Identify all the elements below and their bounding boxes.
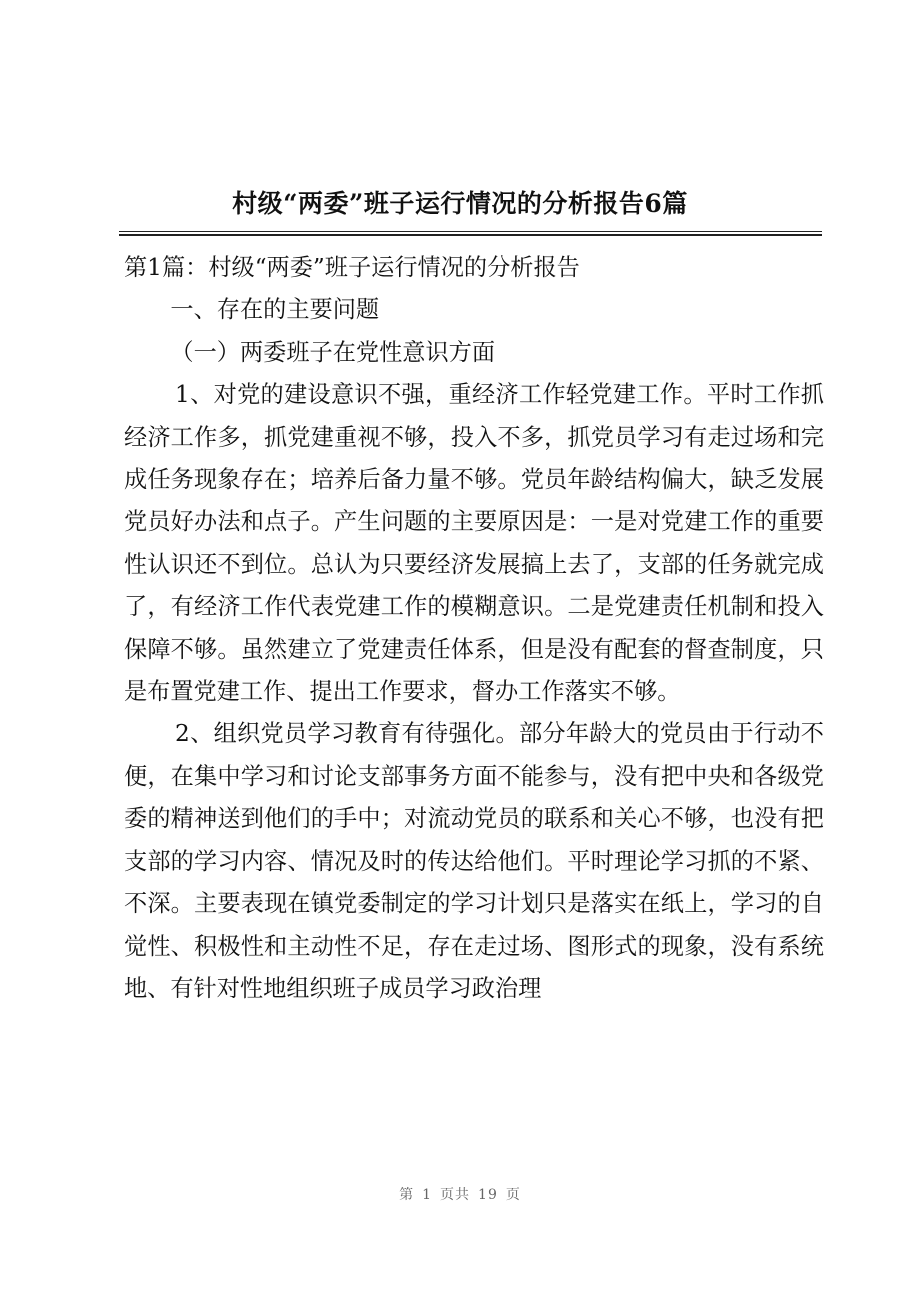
page-footer — [0, 1184, 920, 1204]
document-title: 村级“两委”班子运行情况的分析报告6篇 — [232, 189, 688, 218]
section-heading: 一、存在的主要问题 — [170, 296, 380, 324]
footer-middle: 页共 — [440, 1187, 471, 1203]
paragraph-1: 1、对党的建设意识不强，重经济工作轻党建工作。平时工作抓经济工作多，抓党建重视不够，投入不多，抓党员学习有走过场和完成任务现象存在；培养后备力量不够。党员年龄结构偏大，缺乏发展党员好办法和点子。产生问题的主要原因是：一是对党建工作的重要性认识还不到位。总认为只要经济发展搞上去了，支部的任务就完成了，有经济工作代表党建工作的模糊意识。二是党建责任机制和投入保障不够。虽然建立了党建责任体系，但是没有配套的督查制度，只是布置党建工作、提出工作要求，督办工作落实不够。 — [124, 381, 824, 706]
paragraph-2: 2、组织党员学习教育有待强化。部分年龄大的党员由于行动不便，在集中学习和讨论支部事务方面不能参与，没有把中央和各级党委的精神送到他们的手中；对流动党员的联系和关心不够，也没有把支部的学习内容、情况及时的传达给他们。平时理论学习抓的不紧、不深。主要表现在镇党委制定的学习计划只是落实在纸上，学习的自觉性、积极性和主动性不足，存在走过场、图形式的现象，没有系统地、有针对性地组织班子成员学习政治理 — [124, 720, 824, 1002]
chapter-heading: 第1篇：村级“两委”班子运行情况的分析报告 — [124, 254, 580, 281]
footer-suffix: 页 — [505, 1187, 521, 1203]
footer-prefix: 第 — [399, 1187, 415, 1203]
title-double-rule — [119, 231, 822, 236]
footer-current-page: 1 — [422, 1187, 433, 1203]
footer-total-pages: 19 — [478, 1187, 498, 1203]
document-body — [124, 247, 824, 1010]
subsection-heading: （一）两委班子在党性意识方面 — [170, 338, 496, 366]
